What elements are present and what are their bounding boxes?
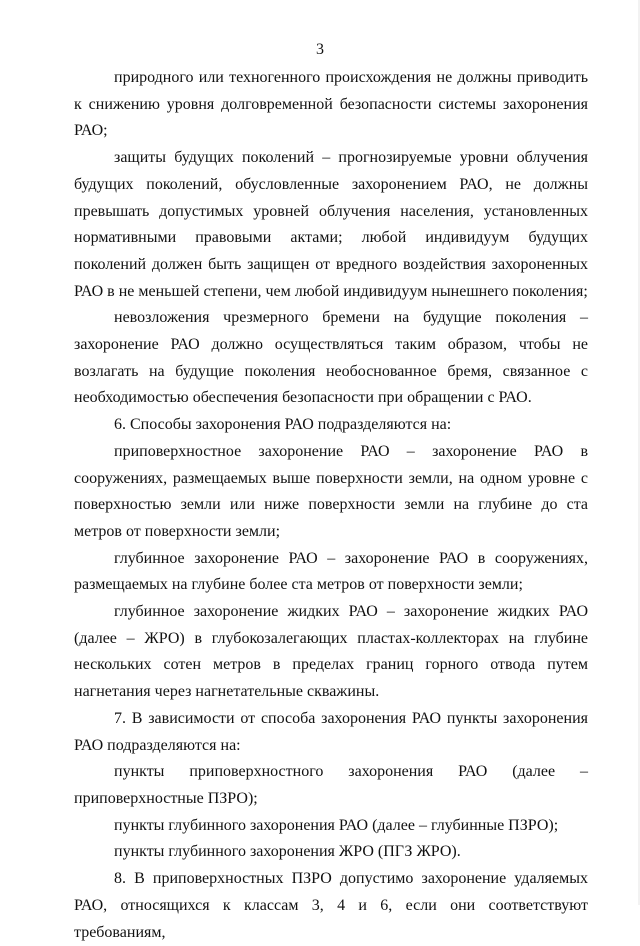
paragraph-5: приповерхностное захоронение РАО – захоронение РАО в сооружениях, размещаемых выше поверхности земли, на одном уровне с поверхностью земли или ниже поверхности земли на глубине до ста метров от поверхности земли;	[74, 442, 588, 540]
paragraph-9: пункты приповерхностного захоронения РАО (далее – приповерхностные ПЗРО);	[74, 763, 588, 807]
paragraph-7: глубинное захоронение жидких РАО – захоронение жидких РАО (далее – ЖРО) в глубокозалегающих пластах-коллекторах на глубине нескольких сотен метров в пределах границ горного отвода путем нагнетания через нагнетательные скважины.	[74, 603, 588, 701]
document-body	[74, 65, 588, 946]
paragraph-8: 7. В зависимости от способа захоронения РАО пункты захоронения РАО подразделяются на:	[74, 709, 588, 754]
paragraph-6: глубинное захоронение РАО – захоронение РАО в сооружениях, размещаемых на глубине более ста метров от поверхности земли;	[74, 549, 588, 594]
paragraph-1: природного или техногенного происхождения не должны приводить к снижению уровня долговременной безопасности системы захоронения РАО;	[74, 69, 588, 140]
page-number: 3	[316, 41, 324, 58]
paragraph-2: защиты будущих поколений – прогнозируемые уровни облучения будущих поколений, обусловленные захоронением РАО, не должны превышать допустимых уровней облучения населения, установленных нормативными правовыми актами; любой индивидуум будущих поколений должен быть защищен от вредного воздействия захороненных РАО в не меньшей степени, чем любой индивидуум нынешнего поколения;	[74, 149, 588, 300]
paragraph-4: 6. Способы захоронения РАО подразделяются на:	[114, 416, 452, 434]
paragraph-3: невозложения чрезмерного бремени на будущие поколения – захоронение РАО должно осуществляться таким образом, чтобы не возлагать на будущие поколения необоснованное бремя, связанное с необходимостью обеспечения безопасности при обращении с РАО.	[74, 309, 588, 407]
paragraph-10: пункты глубинного захоронения РАО (далее – глубинные ПЗРО);	[114, 816, 559, 834]
paragraph-11: пункты глубинного захоронения ЖРО (ПГЗ ЖРО).	[114, 843, 461, 861]
paragraph-12: 8. В приповерхностных ПЗРО допустимо захоронение удаляемых РАО, относящихся к классам 3, 4 и 6, если они соответствуют требованиям,	[74, 870, 588, 941]
